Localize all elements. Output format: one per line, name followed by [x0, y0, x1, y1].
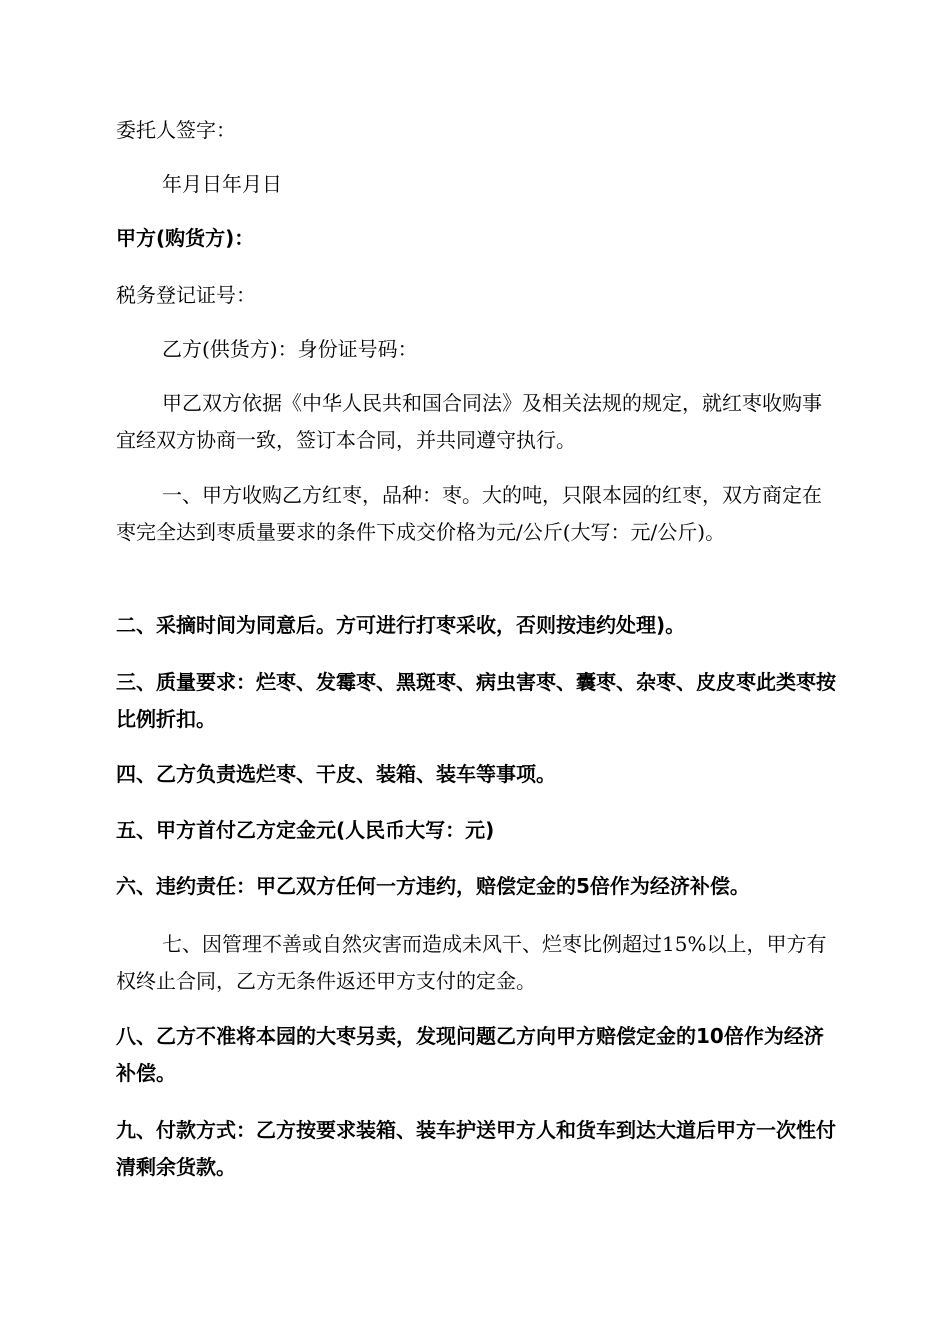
- clause-9: 九、付款方式：乙方按要求装箱、装车护送甲方人和货车到达大道后甲方一次性付清剩余货款。: [116, 1118, 836, 1179]
- clause-8: 八、乙方不准将本园的大枣另卖，发现问题乙方向甲方赔偿定金的10倍作为经济补偿。: [116, 1024, 824, 1085]
- clause-7: 七、因管理不善或自然灾害而造成未风干、烂枣比例超过15%以上，甲方有权终止合同，乙方无条件返还甲方支付的定金。: [116, 932, 827, 993]
- date-line: 年月日年月日: [162, 172, 282, 196]
- clause-1: 一、甲方收购乙方红枣，品种：枣。大的吨，只限本园的红枣，双方商定在枣完全达到枣质量要求的条件下成交价格为元/公斤(大写：元/公斤)。: [116, 483, 822, 544]
- clause-3: 三、质量要求：烂枣、发霉枣、黑斑枣、病虫害枣、囊枣、杂枣、皮皮枣此类枣按比例折扣。: [116, 670, 836, 731]
- clause-5: 五、甲方首付乙方定金元(人民币大写：元): [116, 818, 495, 842]
- preamble-paragraph: 甲乙双方依据《中华人民共和国合同法》及相关法规的规定，就红枣收购事宜经双方协商一致，签订本合同，并共同遵守执行。: [116, 391, 822, 452]
- clause-2: 二、采摘时间为同意后。方可进行打枣采收，否则按违约处理)。: [116, 613, 686, 637]
- clause-4: 四、乙方负责选烂枣、干皮、装箱、装车等事项。: [116, 762, 556, 786]
- client-signature-line: 委托人签字：: [116, 118, 236, 142]
- clause-6: 六、违约责任：甲乙双方任何一方违约，赔偿定金的5倍作为经济补偿。: [116, 874, 750, 898]
- party-b-line: 乙方(供货方)：身份证号码：: [162, 337, 418, 361]
- tax-registration-line: 税务登记证号：: [116, 283, 256, 307]
- party-a-line: 甲方(购货方)：: [116, 226, 255, 250]
